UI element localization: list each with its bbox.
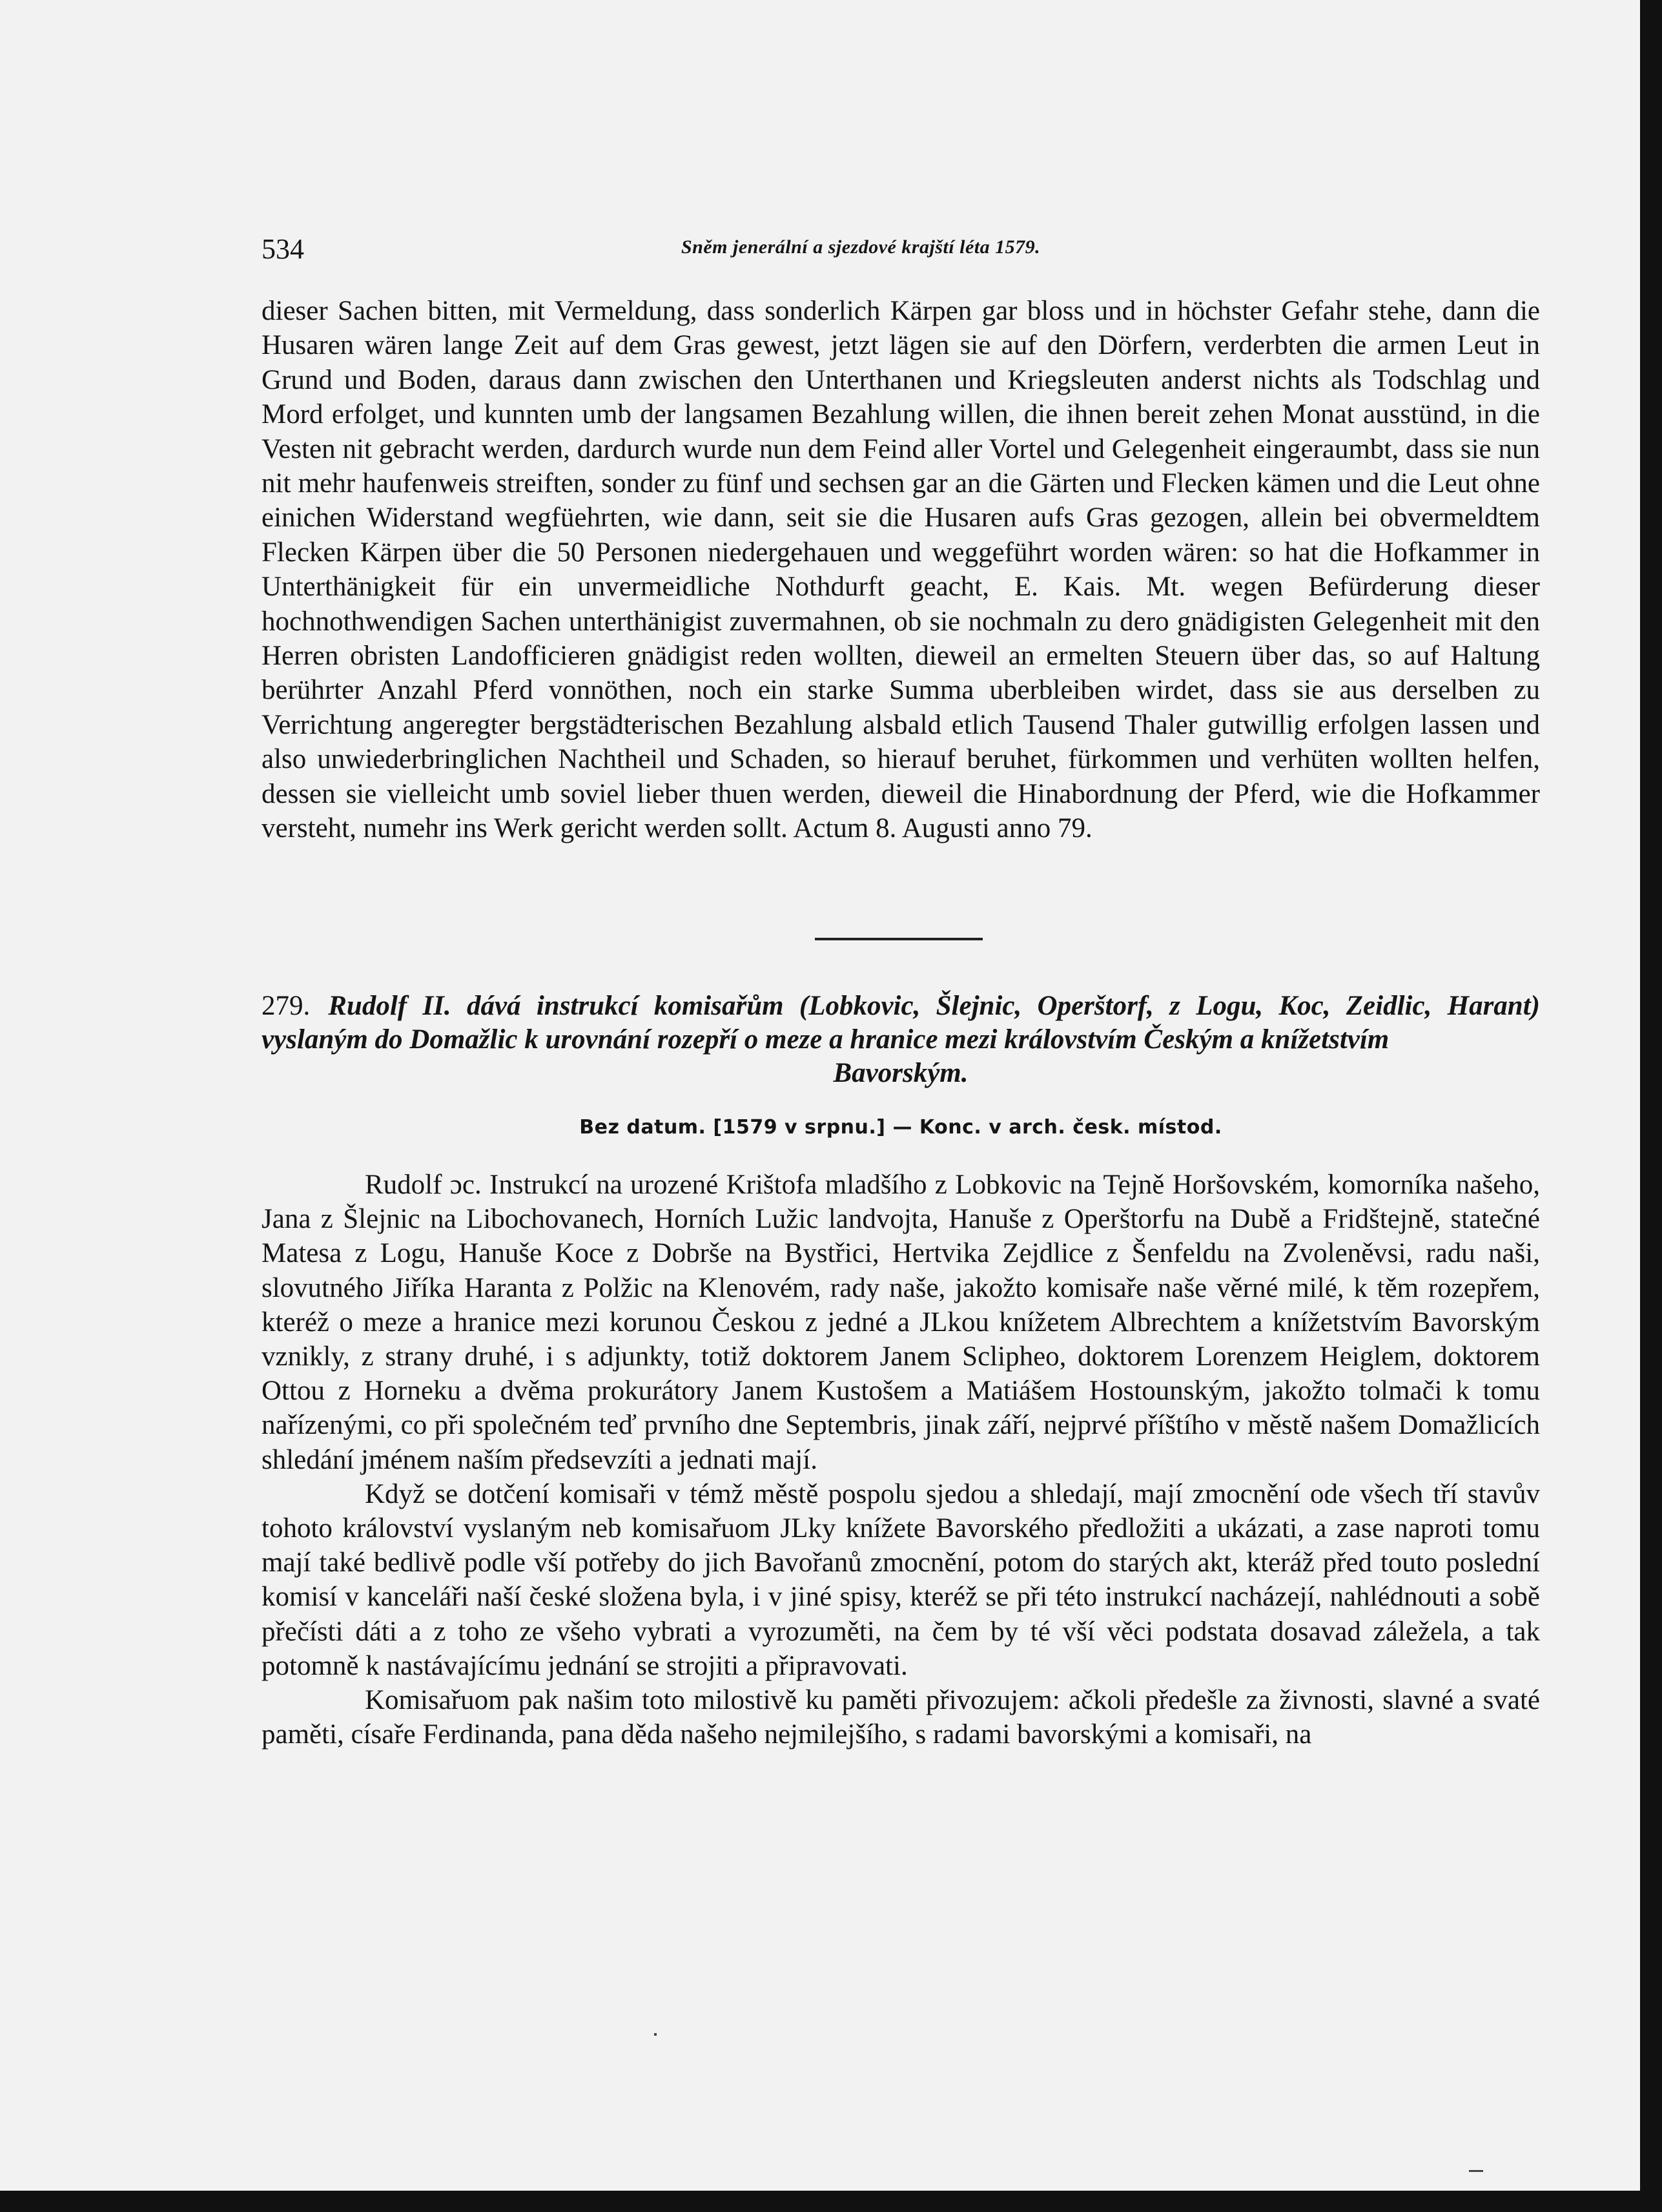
czech-text-block — [262, 1168, 1540, 1752]
czech-paragraph: Komisařuom pak našim toto milostivě ku paměti přivozujem: ačkoli předešle za živnosti, slavné a svaté paměti, císaře Ferdinanda, pana děda našeho nejmilejšího, s radami bavorskými a komisaři, na — [262, 1685, 1540, 1750]
source-note: Bez datum. [1579 v srpnu.] — Konc. v arch. česk. místod. — [579, 1116, 1222, 1139]
section-divider — [815, 938, 983, 940]
scan-speck — [1469, 2170, 1483, 2172]
document-title-tail: Bavorským. — [833, 1058, 969, 1088]
czech-paragraph: Rudolf ɔc. Instrukcí na urozené Krištofa mladšího z Lobkovic na Tejně Horšovském, komorníka našeho, Jana z Šlejnic na Libochovanech, Horních Lužic landvojta, Hanuše z Operštorfu na Dubě a Fridštejně, statečné Matesa z Logu, Hanuše Koce z Dobrše na Bystřici, Hertvika Zejdlice z Šenfeldu na Zvoleněvsi, radu naši, slovutného Jiříka Haranta z Polžic na Klenovém, rady naše, jakožto komisaře naše věrné milé, k těm rozepřem, kteréž o meze a hranice mezi korunou Českou z jedné a JLkou knížetem Albrechtem a knížetstvím Bavorským vznikly, z strany druhé, i s adjunkty, totiž doktorem Janem Sclipheo, doktorem Lorenzem Heiglem, doktorem Ottou z Horneku a dvěma prokurátory Janem Kustošem a Matiášem Hostounským, jakožto tolmači k tomu nařízenými, co při společném teď prvního dne Septembris, jinak září, nejprvé příštího v městě našem Domažlicích shledání jménem naším předsevzíti a jednati mají. — [262, 1170, 1540, 1475]
running-title: Sněm jenerální a sjezdové krajští léta 1579. — [681, 236, 1041, 258]
german-paragraph: dieser Sachen bitten, mit Vermeldung, dass sonderlich Kärpen gar bloss und in höchster Gefahr stehe, dann die Husaren wären lange Zeit auf dem Gras gewest, jetzt lägen sie auf den Dörfern, verderbten die armen Leut in Grund und Boden, daraus dann zwischen den Unterthanen und Kriegsleuten anderst nichts als Todschlag und Mord erfolget, und kunnten umb der langsamen Bezahlung willen, die ihnen bereit zehen Monat ausstünd, in die Vesten nit gebracht werden, dardurch wurde nun dem Feind aller Vortel und Gelegenheit eingeraumbt, dass sie nun nit mehr haufenweis streiften, sonder zu fünf und sechsen gar an die Gärten und Flecken kämen und die Leut ohne einichen Widerstand wegfüehrten, wie dann, seit sie die Husaren aufs Gras gezogen, allein bei obvermeldtem Flecken Kärpen über die 50 Personen niedergehauen und weggeführt worden wären: so hat die Hofkammer in Unterthänigkeit für ein unvermeidliche Nothdurft geacht, E. Kais. Mt. wegen Befürderung dieser hochnothwendigen Sachen unterthänigist zuvermahnen, ob sie nochmaln zu dero gnädigisten Gelegenheit mit den Herren obristen Landofficieren gnädigist reden wollten, dieweil an ermelten Steuern über das, so auf Haltung berührter Anzahl Pferd vonnöthen, noch ein starke Summa uberbleiben wirdet, dass sie aus derselben zu Verrichtung angeregter bergstädterischen Bezahlung alsbald etlich Tausend Thaler gutwillig erfolgen lassen und also unwiederbringlichen Nachtheil und Schaden, so hierauf beruhet, fürkommen und verhüten wollten helfen, dessen sie vielleicht umb soviel lieber thuen werden, dieweil die Hinabordnung der Pferd, wie die Hofkammer versteht, numehr ins Werk gericht werden sollt. Actum 8. Augusti anno 79. — [262, 296, 1540, 844]
document-title: Rudolf II. dává instrukcí komisařům (Lobkovic, Šlejnic, Operštorf, z Logu, Koc, Zeidlic, Harant) vyslaným do Domažlic k urovnání rozepří o meze a hranice mezi královstvím Českým a knížetstvím — [262, 991, 1540, 1055]
scan-speck — [654, 2033, 657, 2036]
german-text-block — [262, 294, 1540, 846]
czech-paragraph: Když se dotčení komisaři v témž městě pospolu sjedou a shledají, mají zmocnění ode všech tří stavův tohoto království vyslaným neb komisařuom JLky knížete Bavorského předložiti a ukázati, a zase naproti tomu mají také bedlivě podle vší potřeby do jich Bavořanů zmocnění, potom do starých akt, kteráž před touto poslední komisí v kanceláři naší české složena byla, i v jiné spisy, kteréž se při této instrukcí nacházejí, nahlédnouti a sobě přečísti dáti a z toho ze všeho vybrati a vyrozuměti, na čem by té vší věci podstata dosavad záležela, a tak potomně k nastávajícímu jednání se strojiti a připravovati. — [262, 1478, 1540, 1681]
running-header — [262, 233, 1540, 271]
document-number: 279. — [262, 991, 311, 1021]
document-heading — [262, 989, 1540, 1090]
page-number: 534 — [262, 233, 304, 265]
